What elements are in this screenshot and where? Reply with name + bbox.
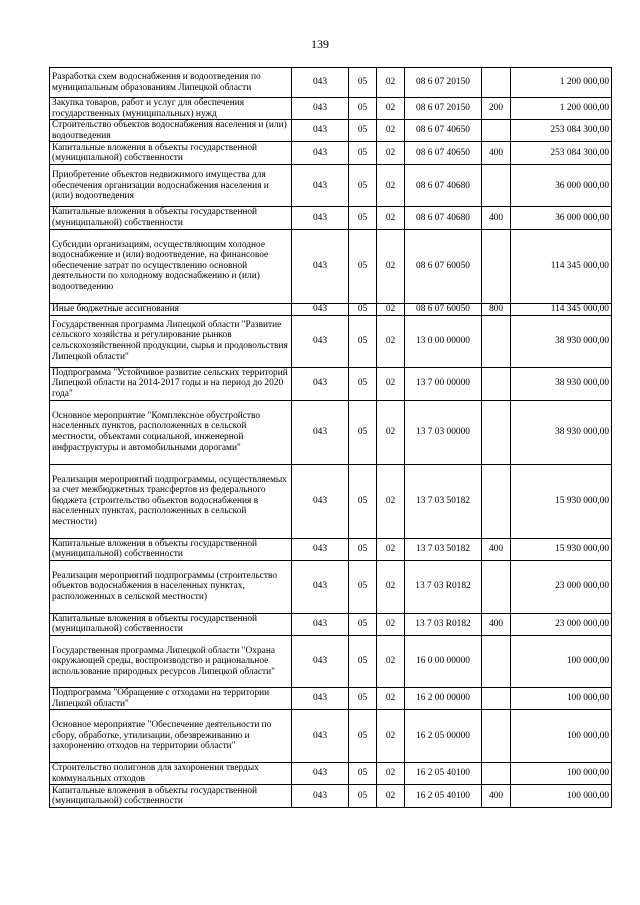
section-code: 05 <box>349 560 377 613</box>
amount: 1 200 000,00 <box>511 68 612 98</box>
section-code: 05 <box>349 165 377 207</box>
ministry-code: 043 <box>292 98 349 120</box>
section-code: 05 <box>349 635 377 687</box>
ministry-code: 043 <box>292 303 349 315</box>
amount: 38 930 000,00 <box>511 367 612 400</box>
row-name: Капитальные вложения в объекты государственной (муниципальной) собственности <box>50 613 292 635</box>
table-row <box>50 710 612 763</box>
amount: 114 345 000,00 <box>511 229 612 303</box>
amount: 38 930 000,00 <box>511 400 612 464</box>
row-name: Субсидии организациям, осуществляющим холодное водоснабжение и (или) водоотведение, на финансовое обеспечение затрат по осуществлению основной деятельности по холодному водоснабжению и (или) водоотведению <box>50 229 292 303</box>
expense-type <box>482 687 511 709</box>
ministry-code: 043 <box>292 687 349 709</box>
subsection-code: 02 <box>377 613 405 635</box>
ministry-code: 043 <box>292 710 349 763</box>
row-name: Иные бюджетные ассигнования <box>50 303 292 315</box>
target-article: 16 0 00 00000 <box>405 635 482 687</box>
amount: 23 000 000,00 <box>511 613 612 635</box>
row-name: Основное мероприятие "Обеспечение деятельности по сбору, обработке, утилизации, обезвреживанию и захоронению отходов на территории области" <box>50 710 292 763</box>
ministry-code: 043 <box>292 120 349 142</box>
ministry-code: 043 <box>292 464 349 538</box>
expense-type: 400 <box>482 538 511 560</box>
amount: 100 000,00 <box>511 635 612 687</box>
row-name: Подпрограмма "Устойчивое развитие сельских территорий Липецкой области на 2014-2017 годы и на период до 2020 года" <box>50 367 292 400</box>
subsection-code: 02 <box>377 560 405 613</box>
section-code: 05 <box>349 120 377 142</box>
target-article: 13 7 03 R0182 <box>405 613 482 635</box>
expense-type <box>482 315 511 367</box>
table-row <box>50 142 612 165</box>
subsection-code: 02 <box>377 687 405 709</box>
subsection-code: 02 <box>377 635 405 687</box>
table-row <box>50 120 612 142</box>
section-code: 05 <box>349 613 377 635</box>
amount: 100 000,00 <box>511 710 612 763</box>
section-code: 05 <box>349 687 377 709</box>
table-row <box>50 613 612 635</box>
table-row <box>50 538 612 560</box>
amount: 36 000 000,00 <box>511 165 612 207</box>
target-article: 13 0 00 00000 <box>405 315 482 367</box>
subsection-code: 02 <box>377 98 405 120</box>
ministry-code: 043 <box>292 538 349 560</box>
subsection-code: 02 <box>377 303 405 315</box>
section-code: 05 <box>349 464 377 538</box>
table-row <box>50 207 612 229</box>
expense-type: 800 <box>482 303 511 315</box>
target-article: 08 6 07 20150 <box>405 98 482 120</box>
table-row <box>50 763 612 785</box>
ministry-code: 043 <box>292 165 349 207</box>
table-row <box>50 303 612 315</box>
target-article: 16 2 05 00000 <box>405 710 482 763</box>
budget-table <box>49 67 612 808</box>
target-article: 08 6 07 40650 <box>405 120 482 142</box>
expense-type <box>482 229 511 303</box>
expense-type <box>482 763 511 785</box>
table-row <box>50 560 612 613</box>
table-row <box>50 635 612 687</box>
target-article: 16 2 05 40100 <box>405 785 482 808</box>
row-name: Капитальные вложения в объекты государственной (муниципальной) собственности <box>50 142 292 165</box>
row-name: Государственная программа Липецкой области "Охрана окружающей среды, воспроизводство и рациональное использование природных ресурсов Липецкой области" <box>50 635 292 687</box>
target-article: 16 2 05 40100 <box>405 763 482 785</box>
section-code: 05 <box>349 303 377 315</box>
amount: 36 000 000,00 <box>511 207 612 229</box>
subsection-code: 02 <box>377 785 405 808</box>
target-article: 13 7 03 50182 <box>405 538 482 560</box>
section-code: 05 <box>349 785 377 808</box>
amount: 1 200 000,00 <box>511 98 612 120</box>
section-code: 05 <box>349 400 377 464</box>
subsection-code: 02 <box>377 763 405 785</box>
target-article: 13 7 03 50182 <box>405 464 482 538</box>
ministry-code: 043 <box>292 763 349 785</box>
row-name: Закупка товаров, работ и услуг для обеспечения государственных (муниципальных) нужд <box>50 98 292 120</box>
row-name: Приобретение объектов недвижимого имущества для обеспечения организации водоснабжения населения и (или) водоотведения <box>50 165 292 207</box>
ministry-code: 043 <box>292 229 349 303</box>
row-name: Государственная программа Липецкой области "Развитие сельского хозяйства и регулирование рынков сельскохозяйственной продукции, сырья и продовольствия Липецкой области" <box>50 315 292 367</box>
subsection-code: 02 <box>377 207 405 229</box>
ministry-code: 043 <box>292 142 349 165</box>
subsection-code: 02 <box>377 464 405 538</box>
section-code: 05 <box>349 538 377 560</box>
section-code: 05 <box>349 763 377 785</box>
expense-type: 400 <box>482 785 511 808</box>
expense-type: 400 <box>482 613 511 635</box>
subsection-code: 02 <box>377 367 405 400</box>
section-code: 05 <box>349 142 377 165</box>
amount: 100 000,00 <box>511 687 612 709</box>
row-name: Капитальные вложения в объекты государственной (муниципальной) собственности <box>50 207 292 229</box>
row-name: Разработка схем водоснабжения и водоотведения по муниципальным образованиям Липецкой области <box>50 68 292 98</box>
target-article: 08 6 07 40680 <box>405 207 482 229</box>
page-number: 139 <box>311 37 329 51</box>
row-name: Строительство полигонов для захоронения твердых коммунальных отходов <box>50 763 292 785</box>
table-row <box>50 315 612 367</box>
table-row <box>50 687 612 709</box>
expense-type <box>482 635 511 687</box>
expense-type <box>482 710 511 763</box>
expense-type <box>482 367 511 400</box>
subsection-code: 02 <box>377 538 405 560</box>
ministry-code: 043 <box>292 315 349 367</box>
target-article: 13 7 03 00000 <box>405 400 482 464</box>
table-row <box>50 165 612 207</box>
ministry-code: 043 <box>292 560 349 613</box>
expense-type: 400 <box>482 142 511 165</box>
ministry-code: 043 <box>292 367 349 400</box>
ministry-code: 043 <box>292 635 349 687</box>
target-article: 08 6 07 40650 <box>405 142 482 165</box>
amount: 15 930 000,00 <box>511 464 612 538</box>
target-article: 16 2 00 00000 <box>405 687 482 709</box>
target-article: 13 7 03 R0182 <box>405 560 482 613</box>
expense-type <box>482 560 511 613</box>
row-name: Основное мероприятие "Комплексное обустройство населенных пунктов, расположенных в сельской местности, объектами социальной, инженерной инфраструктуры и автомобильными дорогами" <box>50 400 292 464</box>
subsection-code: 02 <box>377 142 405 165</box>
row-name: Подпрограмма "Обращение с отходами на территории Липецкой области" <box>50 687 292 709</box>
target-article: 08 6 07 20150 <box>405 68 482 98</box>
expense-type <box>482 400 511 464</box>
ministry-code: 043 <box>292 400 349 464</box>
target-article: 08 6 07 60050 <box>405 303 482 315</box>
amount: 253 084 300,00 <box>511 120 612 142</box>
section-code: 05 <box>349 315 377 367</box>
expense-type <box>482 120 511 142</box>
expense-type <box>482 68 511 98</box>
row-name: Капитальные вложения в объекты государственной (муниципальной) собственности <box>50 538 292 560</box>
ministry-code: 043 <box>292 207 349 229</box>
ministry-code: 043 <box>292 785 349 808</box>
expense-type <box>482 464 511 538</box>
section-code: 05 <box>349 367 377 400</box>
row-name: Капитальные вложения в объекты государственной (муниципальной) собственности <box>50 785 292 808</box>
subsection-code: 02 <box>377 68 405 98</box>
table-row <box>50 98 612 120</box>
subsection-code: 02 <box>377 165 405 207</box>
table-row <box>50 229 612 303</box>
amount: 38 930 000,00 <box>511 315 612 367</box>
table-row <box>50 68 612 98</box>
amount: 253 084 300,00 <box>511 142 612 165</box>
expense-type: 400 <box>482 207 511 229</box>
amount: 100 000,00 <box>511 785 612 808</box>
subsection-code: 02 <box>377 229 405 303</box>
subsection-code: 02 <box>377 400 405 464</box>
amount: 23 000 000,00 <box>511 560 612 613</box>
subsection-code: 02 <box>377 120 405 142</box>
row-name: Строительство объектов водоснабжения населения и (или) водоотведения <box>50 120 292 142</box>
target-article: 08 6 07 60050 <box>405 229 482 303</box>
ministry-code: 043 <box>292 613 349 635</box>
subsection-code: 02 <box>377 710 405 763</box>
table-row <box>50 785 612 808</box>
section-code: 05 <box>349 710 377 763</box>
subsection-code: 02 <box>377 315 405 367</box>
table-row <box>50 400 612 464</box>
target-article: 08 6 07 40680 <box>405 165 482 207</box>
table-row <box>50 464 612 538</box>
section-code: 05 <box>349 98 377 120</box>
amount: 114 345 000,00 <box>511 303 612 315</box>
section-code: 05 <box>349 229 377 303</box>
row-name: Реализация мероприятий подпрограммы, осуществляемых за счет межбюджетных трансфертов из федерального бюджета (строительство объектов водоснабжения в населенных пунктах, расположенных в сельской местности) <box>50 464 292 538</box>
expense-type <box>482 165 511 207</box>
row-name: Реализация мероприятий подпрограммы (строительство объектов водоснабжения в населенных пунктах, расположенных в сельской местности) <box>50 560 292 613</box>
expense-type: 200 <box>482 98 511 120</box>
amount: 15 930 000,00 <box>511 538 612 560</box>
amount: 100 000,00 <box>511 763 612 785</box>
section-code: 05 <box>349 207 377 229</box>
target-article: 13 7 00 00000 <box>405 367 482 400</box>
section-code: 05 <box>349 68 377 98</box>
table-row <box>50 367 612 400</box>
ministry-code: 043 <box>292 68 349 98</box>
